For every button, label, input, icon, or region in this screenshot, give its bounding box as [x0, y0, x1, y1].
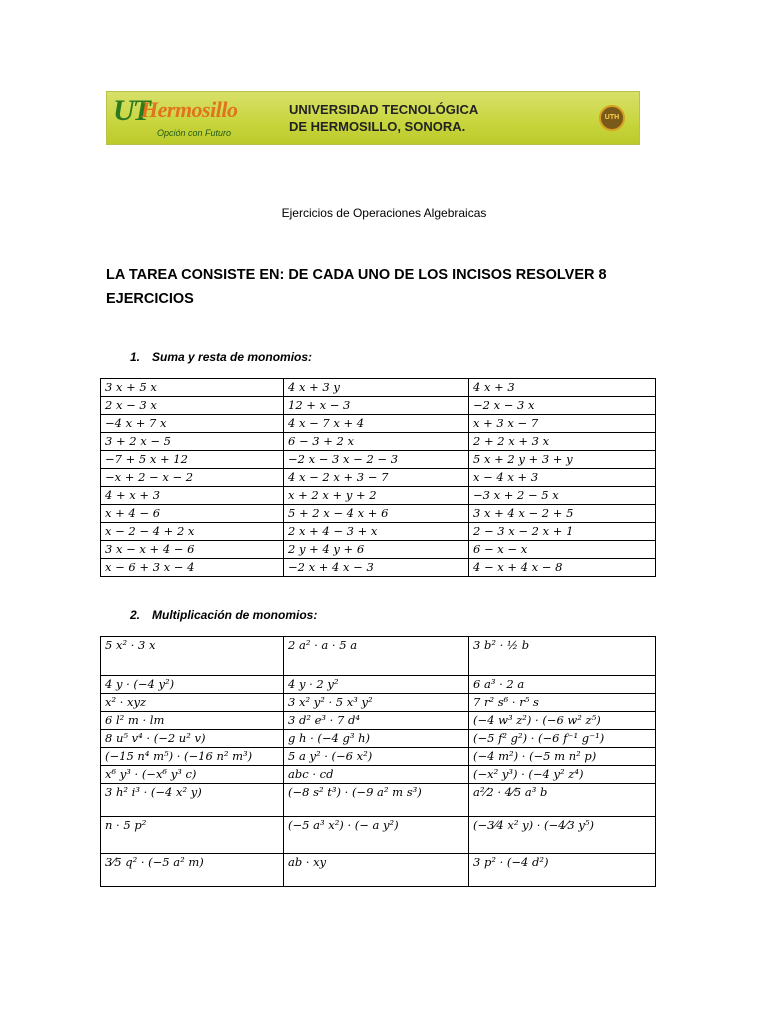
- exercise-cell: 3 p² · (−4 d²): [469, 854, 656, 887]
- logo-ut: UT: [113, 94, 149, 127]
- exercise-cell: (−15 n⁴ m⁵) · (−16 n² m³): [101, 748, 284, 766]
- university-seal-icon: [599, 105, 625, 131]
- exercise-cell: 12 + x − 3: [284, 397, 469, 415]
- table-row: [101, 487, 656, 505]
- table-row: [101, 676, 656, 694]
- section-1-title: [130, 350, 312, 364]
- exercise-cell: 6 − 3 + 2 x: [284, 433, 469, 451]
- exercise-cell: ab · xy: [284, 854, 469, 887]
- exercise-cell: 2 x + 4 − 3 + x: [284, 523, 469, 541]
- exercise-cell: −x + 2 − x − 2: [101, 469, 284, 487]
- exercise-cell: 4 x − 2 x + 3 − 7: [284, 469, 469, 487]
- exercise-cell: 7 r² s⁶ · r⁵ s: [469, 694, 656, 712]
- exercise-cell: a²⁄2 · 4⁄5 a³ b: [469, 784, 656, 817]
- exercise-cell: 5 x² · 3 x: [101, 637, 284, 676]
- exercise-cell: 4 y · 2 y²: [284, 676, 469, 694]
- exercise-cell: 6 − x − x: [469, 541, 656, 559]
- exercise-cell: 3 h² i³ · (−4 x² y): [101, 784, 284, 817]
- section-1-number: 1.: [130, 350, 141, 364]
- exercise-cell: 2 x − 3 x: [101, 397, 284, 415]
- exercise-cell: −2 x + 4 x − 3: [284, 559, 469, 577]
- exercise-cell: 4 + x + 3: [101, 487, 284, 505]
- exercise-cell: (−8 s² t³) · (−9 a² m s³): [284, 784, 469, 817]
- exercise-cell: 2 a² · a · 5 a: [284, 637, 469, 676]
- exercise-cell: −7 + 5 x + 12: [101, 451, 284, 469]
- seal-text: UTH: [604, 114, 620, 121]
- exercise-cell: 2 + 2 x + 3 x: [469, 433, 656, 451]
- exercise-cell: (−5 f² g²) · (−6 f⁻¹ g⁻¹): [469, 730, 656, 748]
- exercise-cell: (−4 m²) · (−5 m n² p): [469, 748, 656, 766]
- exercise-cell: x + 2 x + y + 2: [284, 487, 469, 505]
- section-2-title: [130, 608, 317, 622]
- header-banner: [106, 91, 640, 145]
- exercise-cell: x + 4 − 6: [101, 505, 284, 523]
- exercise-cell: 3 + 2 x − 5: [101, 433, 284, 451]
- exercise-cell: 8 u⁵ v⁴ · (−2 u² v): [101, 730, 284, 748]
- table-row: [101, 817, 656, 854]
- exercise-cell: 4 − x + 4 x − 8: [469, 559, 656, 577]
- exercise-cell: −2 x − 3 x − 2 − 3: [284, 451, 469, 469]
- table-row: [101, 433, 656, 451]
- addition-subtraction-table: [100, 378, 656, 577]
- table-row: [101, 523, 656, 541]
- table-row: [101, 505, 656, 523]
- exercise-cell: 3 d² e³ · 7 d⁴: [284, 712, 469, 730]
- table-row: [101, 451, 656, 469]
- exercise-cell: 4 x + 3 y: [284, 379, 469, 397]
- exercise-cell: 3 x + 5 x: [101, 379, 284, 397]
- exercise-cell: 3 x² y² · 5 x³ y²: [284, 694, 469, 712]
- table-row: [101, 415, 656, 433]
- exercise-cell: 6 l² m · lm: [101, 712, 284, 730]
- exercise-cell: 5 a y² · (−6 x²): [284, 748, 469, 766]
- exercise-cell: g h · (−4 g³ h): [284, 730, 469, 748]
- multiplication-table: [100, 636, 656, 887]
- exercise-cell: 4 x + 3: [469, 379, 656, 397]
- exercise-cell: x − 4 x + 3: [469, 469, 656, 487]
- section-2-label: Multiplicación de monomios:: [152, 608, 318, 622]
- exercise-cell: n · 5 p²: [101, 817, 284, 854]
- section-2-number: 2.: [130, 608, 141, 622]
- exercise-cell: 2 y + 4 y + 6: [284, 541, 469, 559]
- table-row: [101, 784, 656, 817]
- logo-name: Hermosillo: [141, 97, 238, 122]
- exercise-cell: 3 x + 4 x − 2 + 5: [469, 505, 656, 523]
- exercise-cell: x + 3 x − 7: [469, 415, 656, 433]
- exercise-cell: 2 − 3 x − 2 x + 1: [469, 523, 656, 541]
- exercise-cell: 6 a³ · 2 a: [469, 676, 656, 694]
- exercise-cell: (−3⁄4 x² y) · (−4⁄3 y⁵): [469, 817, 656, 854]
- table-row: [101, 766, 656, 784]
- document-subtitle: Ejercicios de Operaciones Algebraicas: [281, 206, 487, 220]
- exercise-cell: x − 6 + 3 x − 4: [101, 559, 284, 577]
- exercise-cell: 4 x − 7 x + 4: [284, 415, 469, 433]
- exercise-cell: 3⁄5 q² · (−5 a² m): [101, 854, 284, 887]
- assignment-heading: LA TAREA CONSISTE EN: DE CADA UNO DE LOS INCISOS RESOLVER 8 EJERCICIOS: [106, 267, 607, 307]
- exercise-cell: (−4 w³ z²) · (−6 w² z⁵): [469, 712, 656, 730]
- university-name-line1: UNIVERSIDAD TECNOLÓGICA: [289, 102, 479, 117]
- table-row: [101, 469, 656, 487]
- exercise-cell: −2 x − 3 x: [469, 397, 656, 415]
- exercise-cell: abc · cd: [284, 766, 469, 784]
- exercise-cell: 4 y · (−4 y²): [101, 676, 284, 694]
- table-row: [101, 637, 656, 676]
- university-name-line2: DE HERMOSILLO, SONORA.: [289, 119, 466, 134]
- table-row: [101, 541, 656, 559]
- exercise-cell: x² · xyz: [101, 694, 284, 712]
- table-row: [101, 854, 656, 887]
- exercise-cell: (−x² y³) · (−4 y² z⁴): [469, 766, 656, 784]
- table-row: [101, 748, 656, 766]
- table-row: [101, 712, 656, 730]
- exercise-cell: x⁶ y³ · (−x⁶ y³ c): [101, 766, 284, 784]
- table-row: [101, 397, 656, 415]
- exercise-cell: x − 2 − 4 + 2 x: [101, 523, 284, 541]
- table-row: [101, 730, 656, 748]
- exercise-cell: 5 + 2 x − 4 x + 6: [284, 505, 469, 523]
- university-name: [289, 101, 478, 135]
- exercise-cell: 3 x − x + 4 − 6: [101, 541, 284, 559]
- exercise-cell: −3 x + 2 − 5 x: [469, 487, 656, 505]
- exercise-cell: −4 x + 7 x: [101, 415, 284, 433]
- exercise-cell: (−5 a³ x²) · (− a y²): [284, 817, 469, 854]
- exercise-cell: 3 b² · ½ b: [469, 637, 656, 676]
- table-row: [101, 379, 656, 397]
- exercise-cell: 5 x + 2 y + 3 + y: [469, 451, 656, 469]
- table-row: [101, 559, 656, 577]
- table-row: [101, 694, 656, 712]
- logo-tagline: Opción con Futuro: [157, 128, 232, 138]
- section-1-label: Suma y resta de monomios:: [152, 350, 313, 364]
- university-logo: [113, 94, 253, 144]
